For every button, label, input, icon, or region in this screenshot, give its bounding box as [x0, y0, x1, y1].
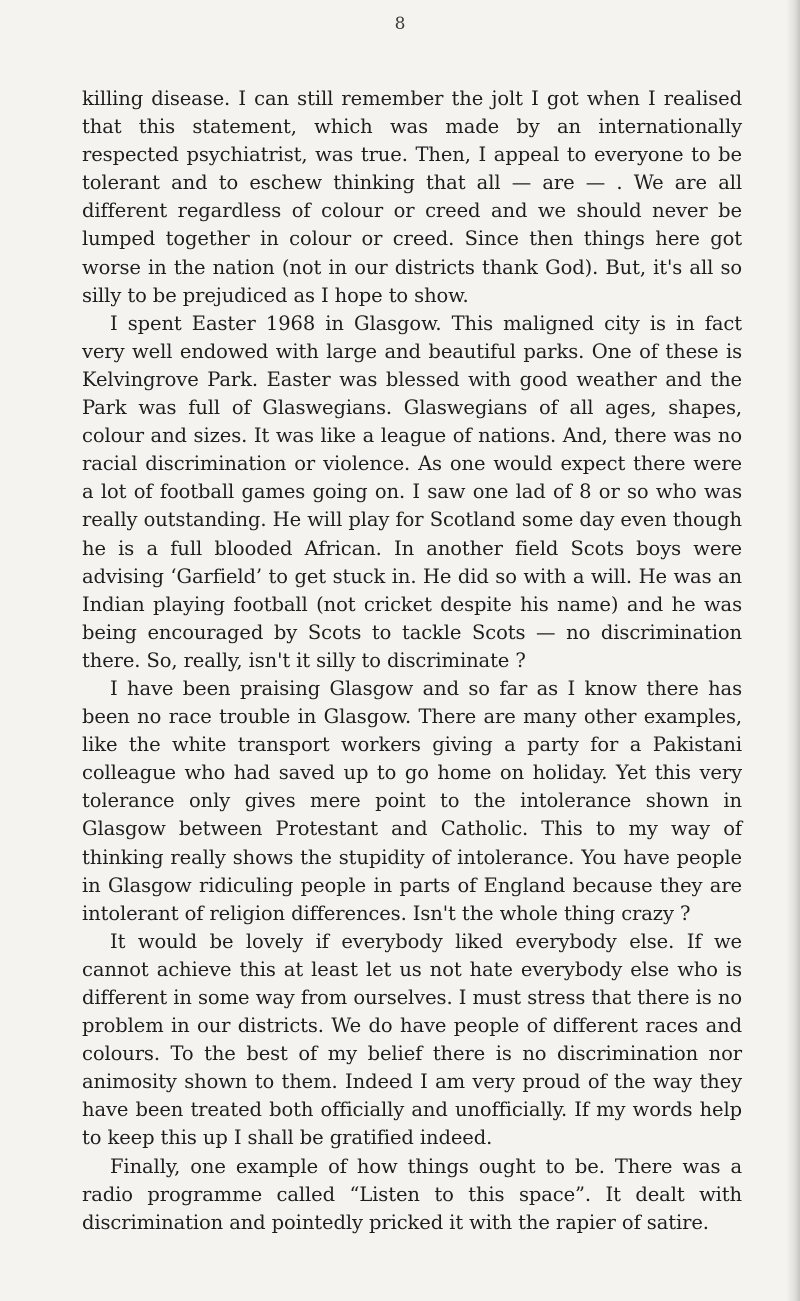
paragraph-4: It would be lovely if everybody liked everybody else. If we cannot achieve this at least let us not hate everybody else who is different in some way from ourselves. I must stress that there is no problem in our districts. We do have people of different races and colours. To the best of my belief there is no discrimination nor animosity shown to them. Indeed I am very proud of the way they have been treated both officially and unofficially. If my words help to keep this up I shall be gratified indeed.	[82, 929, 742, 1150]
page-edge-shadow	[786, 0, 800, 1301]
paragraph-1: killing disease. I can still remember the jolt I got when I realised that this statement, which was made by an internationally respected psychiatrist, was true. Then, I appeal to everyone to be tolerant and to eschew thinking that all — are — . We are all different regardless of colour or creed and we should never be lumped together in colour or creed. Since then things here got worse in the nation (not in our districts thank God). But, it's all so silly to be prejudiced as I hope to show.	[82, 87, 742, 307]
paragraph-5: Finally, one example of how things ought to be. There was a radio programme called “Listen to this space”. It dealt with discrimination and pointedly pricked it with the rapier of satire.	[82, 1154, 742, 1234]
paragraph-3: I have been praising Glasgow and so far as I know there has been no race trouble in Glasgow. There are many other examples, like the white transport workers giving a party for a Pakistani colleague who had saved up to go home on holiday. Yet this very tolerance only gives mere point to the intolerance shown in Glasgow between Protestant and Catholic. This to my way of thinking really shows the stupidity of intolerance. You have people in Glasgow ridiculing people in parts of England because they are intolerant of religion differences. Isn't the whole thing crazy ?	[82, 676, 742, 925]
article-body	[82, 85, 742, 1237]
paragraph-2: I spent Easter 1968 in Glasgow. This maligned city is in fact very well endowed with large and beautiful parks. One of these is Kelvingrove Park. Easter was blessed with good weather and the Park was full of Glaswegians. Glaswegians of all ages, shapes, colour and sizes. It was like a league of nations. And, there was no racial discrimination or violence. As one would expect there were a lot of football games going on. I saw one lad of 8 or so who was really outstanding. He will play for Scotland some day even though he is a full blooded African. In another field Scots boys were advising ‘Garfield’ to get stuck in. He did so with a will. He was an Indian playing football (not cricket despite his name) and he was being encouraged by Scots to tackle Scots — no discrimination there. So, really, isn't it silly to discriminate ?	[82, 311, 742, 672]
page-number: 8	[394, 14, 406, 34]
